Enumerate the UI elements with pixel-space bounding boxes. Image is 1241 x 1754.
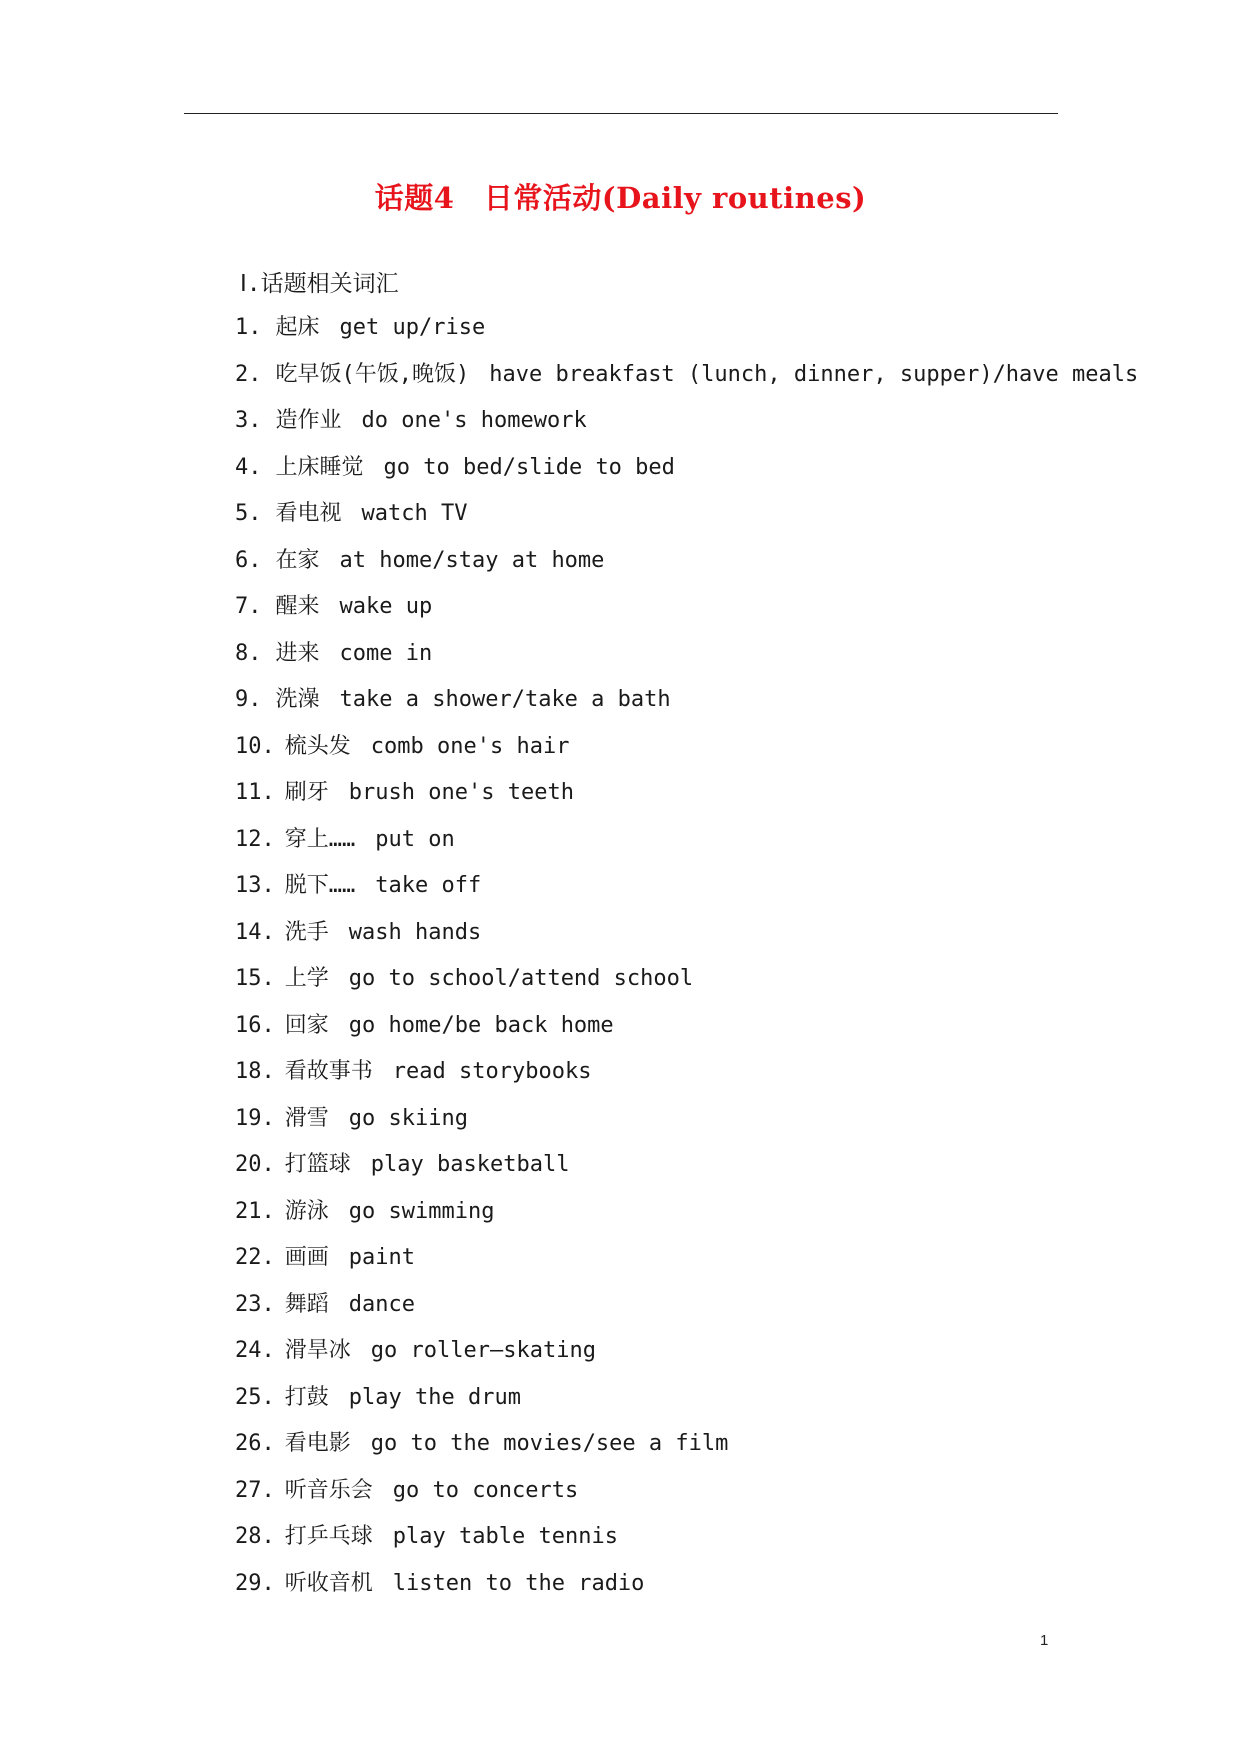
- item-english: dance: [348, 1291, 415, 1317]
- page-number: 1: [1040, 1632, 1049, 1649]
- item-chinese: 听收音机: [284, 1570, 373, 1596]
- list-item: [235, 1103, 1138, 1150]
- item-english: paint: [348, 1245, 415, 1270]
- item-chinese: 造作业: [275, 408, 342, 433]
- item-chinese: 起床: [275, 315, 320, 340]
- list-item: [235, 777, 1138, 824]
- list-item: [235, 1289, 1138, 1336]
- list-item: [235, 1521, 1138, 1568]
- item-number: 15.: [235, 966, 275, 991]
- list-item: [235, 1149, 1138, 1196]
- item-english: go home/be back home: [348, 1012, 614, 1038]
- item-chinese: 滑旱冰: [284, 1338, 351, 1363]
- list-item: [235, 1428, 1138, 1475]
- item-english: have breakfast (lunch, dinner, supper)/have meals: [489, 361, 1139, 387]
- item-english: comb one's hair: [370, 733, 570, 759]
- item-chinese: 脱下……: [284, 873, 356, 898]
- list-item: [235, 359, 1138, 406]
- item-number: 2.: [235, 361, 262, 387]
- list-item: [235, 545, 1138, 592]
- list-item: [235, 917, 1138, 964]
- item-english: at home/stay at home: [339, 547, 605, 573]
- item-chinese: 刷牙: [284, 780, 329, 805]
- item-english: play table tennis: [392, 1524, 618, 1549]
- list-item: [235, 1242, 1138, 1289]
- list-item: [235, 684, 1138, 731]
- list-item: [235, 1196, 1138, 1243]
- list-item: [235, 963, 1138, 1010]
- item-chinese: 看电视: [275, 501, 342, 526]
- item-chinese: 回家: [284, 1012, 329, 1038]
- item-number: 21.: [235, 1198, 275, 1224]
- list-item: [235, 1475, 1138, 1522]
- item-number: 26.: [235, 1431, 275, 1456]
- item-chinese: 上床睡觉: [275, 454, 364, 480]
- list-item: [235, 1010, 1138, 1057]
- item-english: watch TV: [361, 501, 468, 526]
- item-number: 22.: [235, 1245, 275, 1270]
- list-item: [235, 1056, 1138, 1103]
- item-number: 29.: [235, 1570, 275, 1596]
- item-number: 4.: [235, 454, 262, 480]
- list-item: [235, 1335, 1138, 1382]
- item-english: put on: [375, 826, 455, 852]
- item-number: 7.: [235, 594, 262, 619]
- list-item: [235, 312, 1138, 359]
- item-english: listen to the radio: [392, 1570, 645, 1596]
- item-chinese: 醒来: [275, 594, 320, 619]
- item-chinese: 打篮球: [284, 1152, 351, 1177]
- list-item: [235, 870, 1138, 917]
- item-number: 10.: [235, 733, 275, 759]
- item-chinese: 看故事书: [284, 1059, 373, 1084]
- item-chinese: 上学: [284, 966, 329, 991]
- list-item: [235, 452, 1138, 499]
- item-english: go roller—skating: [370, 1338, 596, 1363]
- list-item: [235, 638, 1138, 685]
- list-item: [235, 405, 1138, 452]
- item-english: go to school/attend school: [348, 966, 694, 991]
- item-chinese: 穿上……: [284, 826, 356, 852]
- item-number: 24.: [235, 1338, 275, 1363]
- item-english: play the drum: [348, 1384, 521, 1410]
- item-number: 6.: [235, 547, 262, 573]
- item-number: 11.: [235, 780, 275, 805]
- section-heading: Ⅰ.话题相关词汇: [240, 271, 399, 297]
- item-number: 19.: [235, 1105, 275, 1131]
- item-chinese: 进来: [275, 640, 320, 666]
- header-rule: [184, 113, 1058, 114]
- item-chinese: 看电影: [284, 1431, 351, 1456]
- item-english: get up/rise: [339, 315, 486, 340]
- item-chinese: 听音乐会: [284, 1477, 373, 1503]
- item-number: 28.: [235, 1524, 275, 1549]
- item-number: 14.: [235, 919, 275, 945]
- item-number: 27.: [235, 1477, 275, 1503]
- item-english: go swimming: [348, 1198, 495, 1224]
- item-english: go to concerts: [392, 1477, 579, 1503]
- item-number: 25.: [235, 1384, 275, 1410]
- item-chinese: 打乒乓球: [284, 1524, 373, 1549]
- item-number: 3.: [235, 408, 262, 433]
- item-english: take a shower/take a bath: [339, 687, 671, 712]
- vocab-list: [235, 312, 1138, 1614]
- item-chinese: 舞蹈: [284, 1291, 329, 1317]
- item-english: go to bed/slide to bed: [383, 454, 675, 480]
- item-english: wake up: [339, 594, 433, 619]
- item-number: 13.: [235, 873, 275, 898]
- item-number: 9.: [235, 687, 262, 712]
- list-item: [235, 824, 1138, 871]
- list-item: [235, 498, 1138, 545]
- item-chinese: 在家: [275, 547, 320, 573]
- item-english: take off: [375, 873, 482, 898]
- item-chinese: 梳头发: [284, 733, 351, 759]
- item-english: play basketball: [370, 1152, 570, 1177]
- item-number: 18.: [235, 1059, 275, 1084]
- item-english: wash hands: [348, 919, 482, 945]
- item-chinese: 洗澡: [275, 687, 320, 712]
- item-english: go skiing: [348, 1105, 468, 1131]
- list-item: [235, 591, 1138, 638]
- item-number: 20.: [235, 1152, 275, 1177]
- item-english: brush one's teeth: [348, 780, 574, 805]
- item-chinese: 洗手: [284, 919, 329, 945]
- item-number: 23.: [235, 1291, 275, 1317]
- item-number: 12.: [235, 826, 275, 852]
- item-number: 1.: [235, 315, 262, 340]
- item-number: 8.: [235, 640, 262, 666]
- item-number: 5.: [235, 501, 262, 526]
- item-chinese: 游泳: [284, 1198, 329, 1224]
- item-english: go to the movies/see a film: [370, 1431, 729, 1456]
- list-item: [235, 1568, 1138, 1615]
- item-english: come in: [339, 640, 433, 666]
- list-item: [235, 731, 1138, 778]
- item-chinese: 画画: [284, 1245, 329, 1270]
- list-item: [235, 1382, 1138, 1429]
- item-chinese: 打鼓: [284, 1384, 329, 1410]
- item-english: read storybooks: [392, 1059, 592, 1084]
- item-chinese: 吃早饭(午饭,晚饭): [275, 361, 470, 387]
- item-number: 16.: [235, 1012, 275, 1038]
- page-title: 话题4 日常活动(Daily routines): [374, 181, 867, 215]
- item-english: do one's homework: [361, 408, 587, 433]
- item-chinese: 滑雪: [284, 1105, 329, 1131]
